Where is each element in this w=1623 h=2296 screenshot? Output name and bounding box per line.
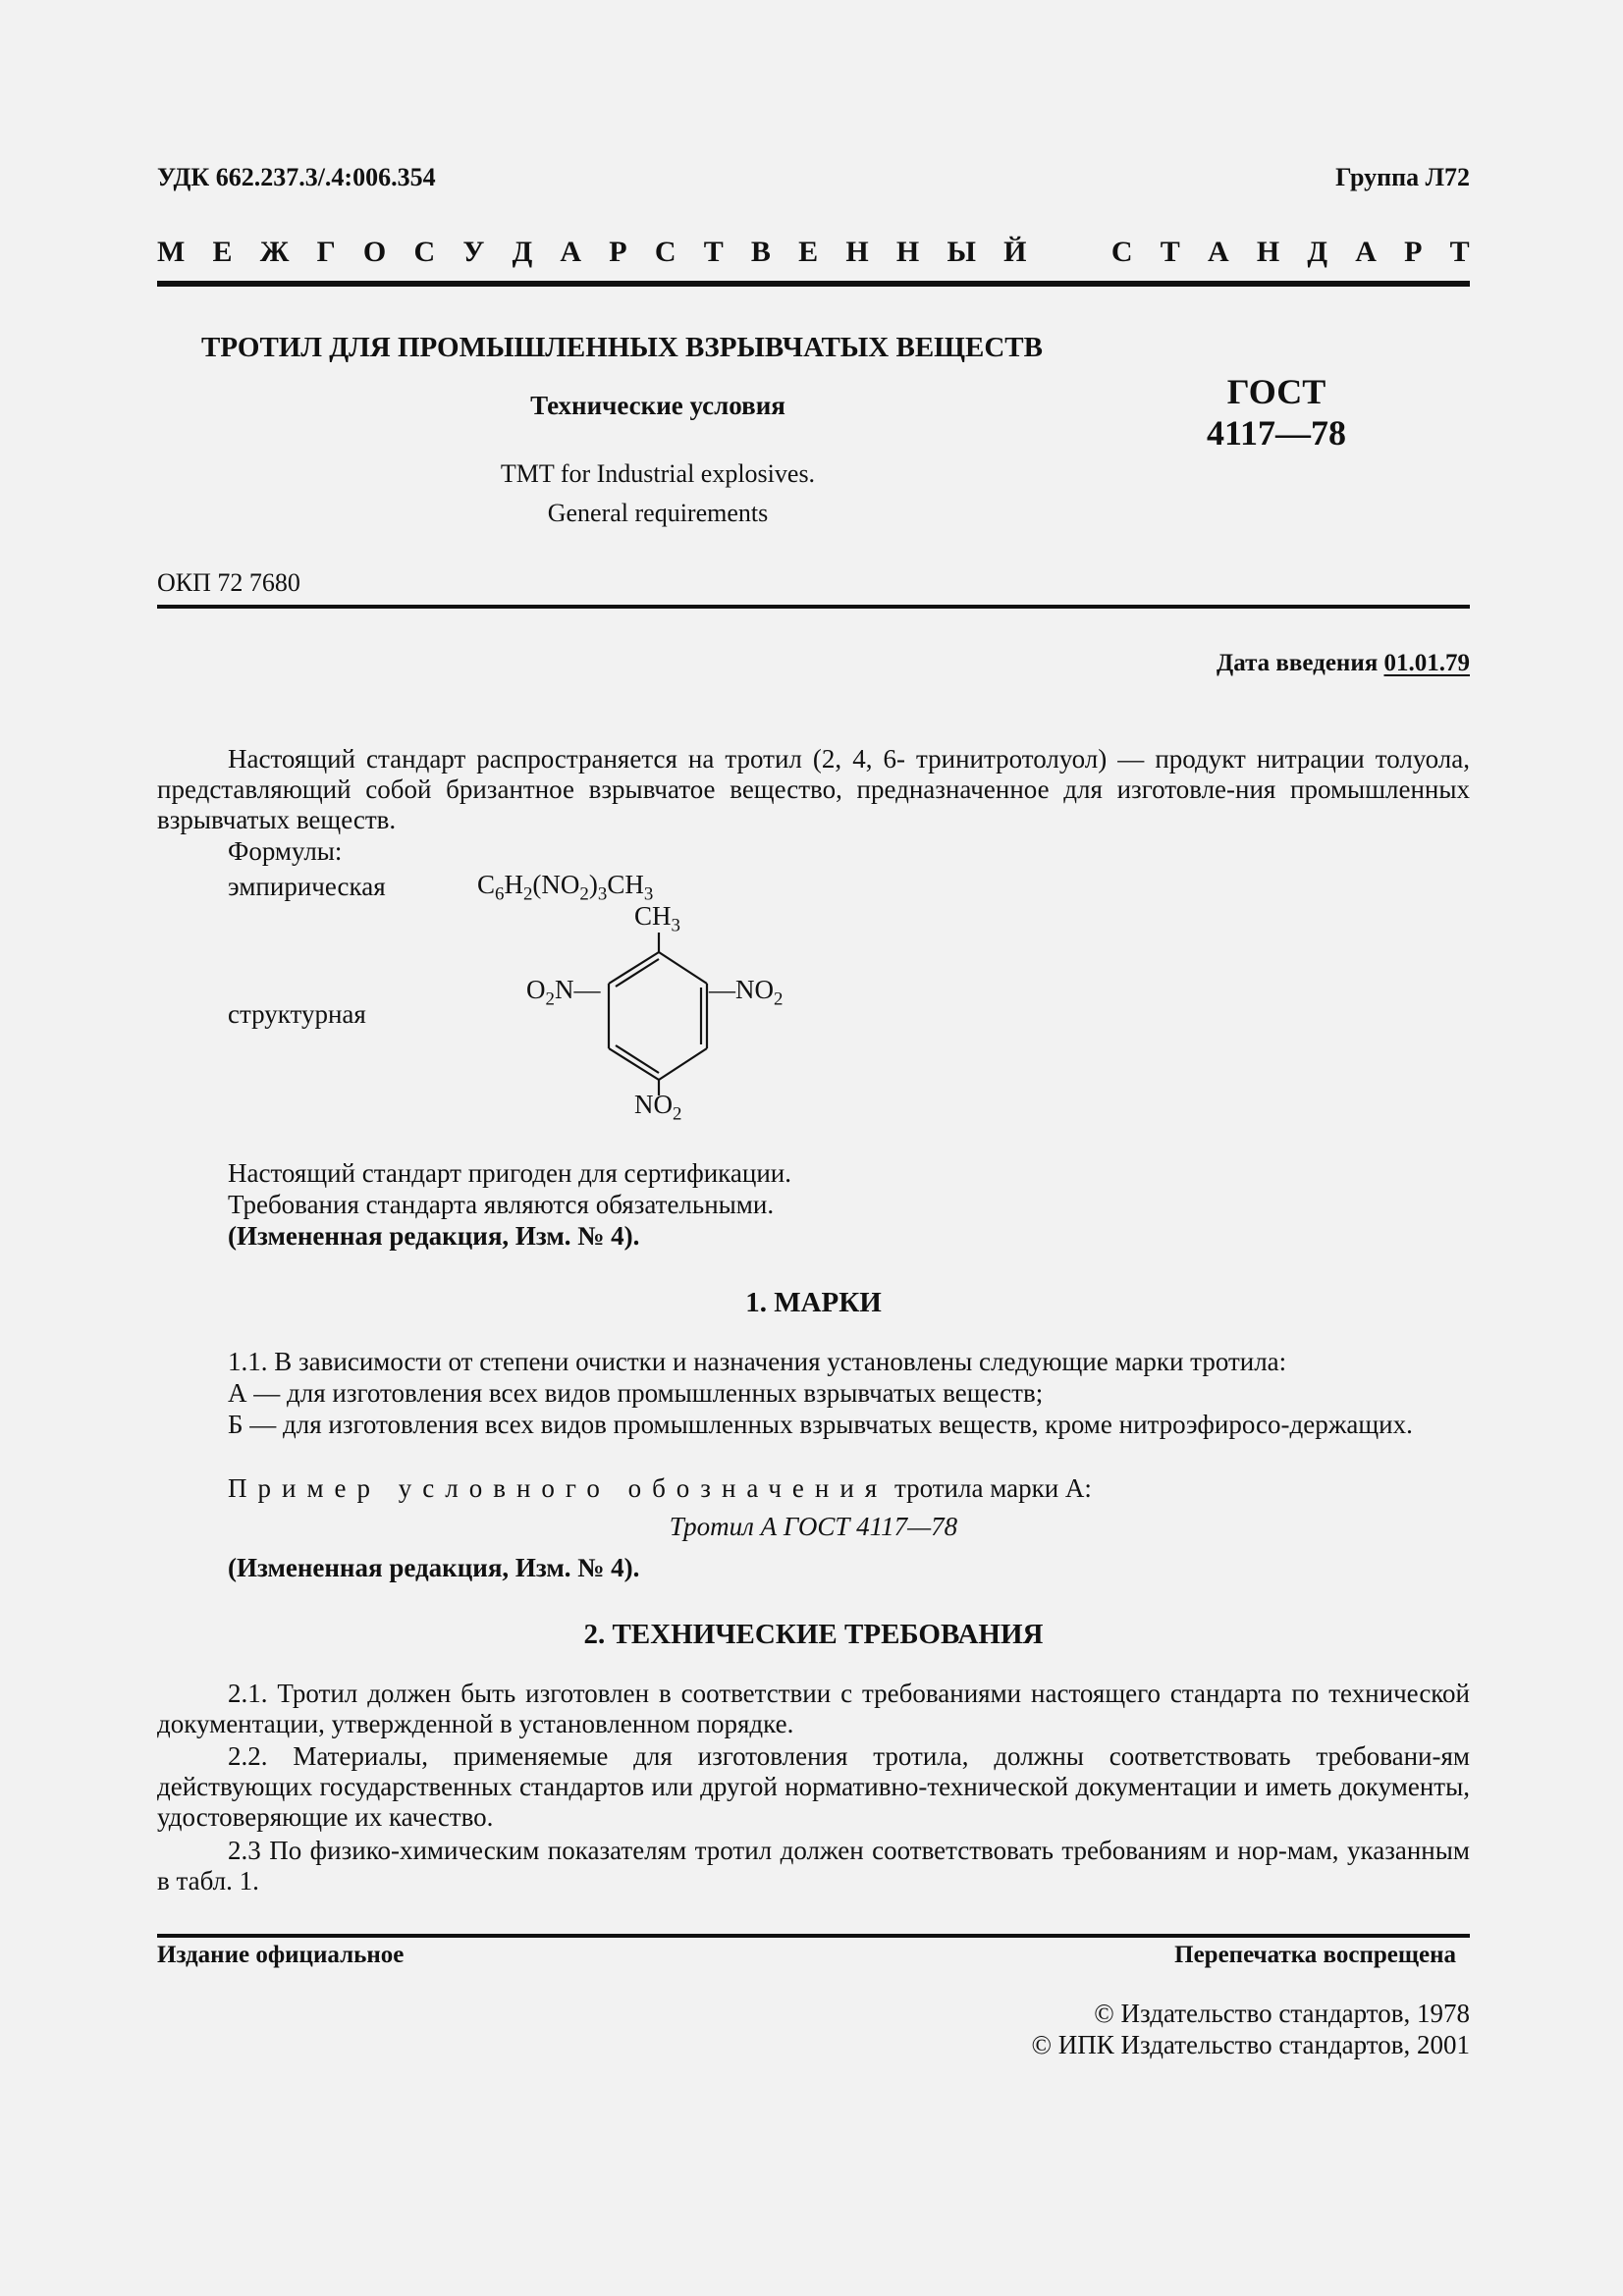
copyright-line: © Издательство стандартов, 1978 <box>1094 1999 1470 2028</box>
banner-letter: У <box>462 236 485 268</box>
banner-letter: Д <box>1307 236 1328 268</box>
okp-code: ОКП 72 7680 <box>157 568 300 597</box>
official-edition: Издание официальное <box>157 1942 405 1968</box>
struct-no2-right: $—NO_2$ <box>709 975 784 1010</box>
banner-letter: С <box>654 236 676 268</box>
mandatory-note: Требования стандарта являются обязательными. <box>228 1190 775 1219</box>
group-code: Группа Л72 <box>1335 163 1470 191</box>
scope-paragraph: Настоящий стандарт распространяется на тротил (2, 4, 6- тринитротолуол) — продукт нитрации толуола, представляющий собой бризантное взрывчатое вещество, предназначенное для изготовле-ния промышленных взрывчатых веществ. <box>157 744 1470 834</box>
banner-letter: С <box>413 236 436 268</box>
banner-letter: Ж <box>259 236 290 268</box>
banner-letter: Г <box>316 236 336 268</box>
section-2-3-paragraph: 2.3 По физико-химическим показателям тротил должен соответствовать требованиям и нор-мам, указанным в табл. 1. <box>157 1836 1470 1896</box>
intro-date-value: 01.01.79 <box>1383 650 1470 676</box>
section-1-1-paragraph: 1.1. В зависимости от степени очистки и назначения установлены следующие марки тротила: <box>228 1347 1287 1376</box>
empirical-formula: $C_6H_2(NO_2)_3CH_3$ <box>477 870 654 905</box>
banner-letter: Д <box>512 236 533 268</box>
banner-letter: Й <box>1003 236 1027 268</box>
banner-letter: М <box>157 236 186 268</box>
banner-letter: А <box>560 236 582 268</box>
section-2-1-paragraph: 2.1. Тротил должен быть изготовлен в соответствии с требованиями настоящего стандарта по технической документации, утвержденной в установленном порядке. <box>157 1679 1470 1738</box>
banner-letter: Р <box>1404 236 1423 268</box>
bond-inner <box>616 1045 659 1073</box>
banner-letter: Т <box>1449 236 1470 268</box>
banner-letter: Н <box>895 236 920 268</box>
grade-a-paragraph: А — для изготовления всех видов промышленных взрывчатых веществ; <box>228 1378 1044 1408</box>
banner-letter: В <box>750 236 771 268</box>
grade-b-paragraph: Б — для изготовления всех видов промышленных взрывчатых веществ, кроме нитроэфиросо-держащих. <box>228 1410 1413 1439</box>
struct-no2-bottom: $NO_2$ <box>634 1090 682 1125</box>
banner-letter: Р <box>609 236 627 268</box>
gost-designation <box>1159 371 1394 454</box>
bond <box>609 1048 659 1080</box>
intro-date <box>1217 650 1470 677</box>
banner-letter: Ы <box>947 236 976 268</box>
bond <box>609 952 659 984</box>
gost-number: 4117—78 <box>1206 413 1346 453</box>
section-1-heading: 1. МАРКИ <box>745 1287 882 1318</box>
title-rule <box>157 605 1470 609</box>
struct-ch3: $CH_3$ <box>634 901 680 936</box>
example-spaced-text: Пример условного обозначения <box>228 1473 889 1503</box>
structural-label: структурная <box>228 999 366 1029</box>
example-line <box>228 1473 1092 1504</box>
intro-date-label: Дата введения <box>1217 650 1379 676</box>
english-title <box>412 454 903 533</box>
bond <box>659 952 707 984</box>
gost-label: ГОСТ <box>1226 372 1326 411</box>
section-2-heading: 2. ТЕХНИЧЕСКИЕ ТРЕБОВАНИЯ <box>583 1619 1044 1650</box>
benzene-ring-diagram <box>589 933 727 1099</box>
english-title-line: TMT for Industrial explosives. <box>500 459 816 488</box>
banner-letter: С <box>1110 236 1133 268</box>
struct-o2n: $O_2N—$ <box>526 975 601 1010</box>
amendment-note: (Измененная редакция, Изм. № 4). <box>228 1221 640 1251</box>
document-subtitle: Технические условия <box>530 391 785 420</box>
bond <box>659 1048 707 1080</box>
banner-letter: Т <box>1160 236 1180 268</box>
copyright-block <box>1032 1998 1471 2060</box>
header-rule <box>157 281 1470 287</box>
english-title-line: General requirements <box>547 499 769 527</box>
banner-letter: О <box>362 236 387 268</box>
banner-letter: А <box>1207 236 1229 268</box>
formulas-label: Формулы: <box>228 836 343 866</box>
copyright-line: © ИПК Издательство стандартов, 2001 <box>1031 2030 1470 2059</box>
banner-letter: А <box>1355 236 1377 268</box>
section-2-2-paragraph: 2.2. Материалы, применяемые для изготовления тротила, должны соответствовать требовани-ям действующих государственных стандартов или другой нормативно-технической документации и иметь документы, удостоверяющие их качество. <box>157 1741 1470 1832</box>
banner-letter: Н <box>1256 236 1280 268</box>
document-title: ТРОТИЛ ДЛЯ ПРОМЫШЛЕННЫХ ВЗРЫВЧАТЫХ ВЕЩЕСТВ <box>201 332 1043 363</box>
example-rest-text: тротила марки А: <box>888 1473 1092 1503</box>
empirical-label: эмпирическая <box>228 872 386 901</box>
banner-letter: Е <box>212 236 233 268</box>
reprint-prohibited: Перепечатка воспрещена <box>1174 1942 1456 1968</box>
designation-example: Тротил А ГОСТ 4117—78 <box>669 1512 958 1541</box>
interstate-standard-banner <box>157 236 1470 269</box>
footer-rule <box>157 1934 1470 1938</box>
banner-letter: Т <box>703 236 724 268</box>
bond-inner <box>616 959 659 987</box>
udk-code: УДК 662.237.3/.4:006.354 <box>157 163 436 191</box>
amendment-note: (Измененная редакция, Изм. № 4). <box>228 1553 640 1582</box>
banner-letter: Е <box>798 236 819 268</box>
banner-gap <box>1055 236 1084 269</box>
banner-letter: Н <box>845 236 869 268</box>
certification-note: Настоящий стандарт пригоден для сертификации. <box>228 1158 791 1188</box>
